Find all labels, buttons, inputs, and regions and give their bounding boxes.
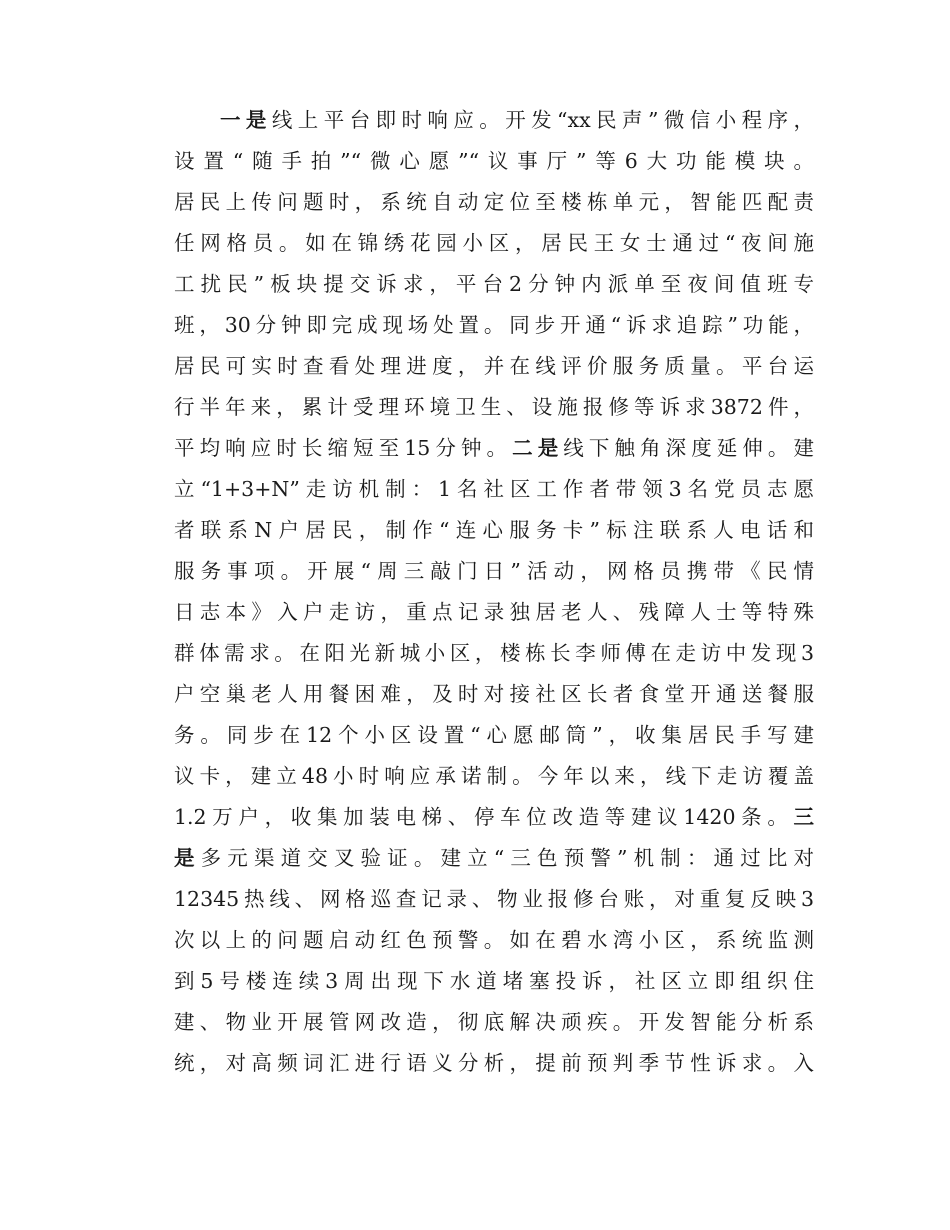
paragraph-line — [174, 100, 814, 141]
paragraph-line — [174, 551, 814, 592]
line-text: 12345热线、网格巡查记录、物业报修台账，对重复反映3 — [174, 887, 814, 911]
paragraph-line — [174, 182, 814, 223]
paragraph-line — [174, 428, 814, 469]
paragraph-line — [174, 1043, 814, 1084]
line-text: 班，30分钟即完成现场处置。同步开通“诉求追踪”功能， — [174, 313, 814, 337]
paragraph-line — [174, 674, 814, 715]
line-text: 居民可实时查看处理进度，并在线评价服务质量。平台运 — [174, 354, 814, 378]
paragraph-line — [174, 305, 814, 346]
line-text: 任网格员。如在锦绣花园小区，居民王女士通过“夜间施 — [174, 231, 814, 255]
paragraph-line — [174, 264, 814, 305]
line-text: 工扰民”板块提交诉求，平台2分钟内派单至夜间值班专 — [174, 272, 814, 296]
line-text: 务。同步在12个小区设置“心愿邮筒”，收集居民手写建 — [174, 723, 814, 747]
paragraph-line — [174, 141, 814, 182]
paragraph-line — [174, 920, 814, 961]
line-text: 多元渠道交叉验证。建立“三色预警”机制：通过比对 — [200, 846, 814, 870]
bold-lead: 一是 — [220, 108, 272, 132]
paragraph-line — [174, 1002, 814, 1043]
bold-lead: 是 — [174, 846, 201, 870]
paragraph-line — [174, 469, 814, 510]
line-text: 立“1+3+N”走访机制：1名社区工作者带领3名党员志愿 — [174, 477, 814, 501]
paragraph-line — [174, 715, 814, 756]
line-text: 居民上传问题时，系统自动定位至楼栋单元，智能匹配责 — [174, 190, 814, 214]
paragraph-line — [174, 387, 814, 428]
paragraph-line — [174, 961, 814, 1002]
paragraph-line — [174, 756, 814, 797]
paragraph-line — [174, 797, 814, 838]
bold-lead: 三 — [793, 805, 814, 829]
line-text: 次以上的问题启动红色预警。如在碧水湾小区，系统监测 — [174, 928, 814, 952]
line-text: 服务事项。开展“周三敲门日”活动，网格员携带《民情 — [174, 559, 814, 583]
line-text: 户空巢老人用餐困难，及时对接社区长者食堂开通送餐服 — [174, 682, 814, 706]
line-text: 者联系N户居民，制作“连心服务卡”标注联系人电话和 — [174, 518, 814, 542]
line-text: 1.2万户，收集加装电梯、停车位改造等建议1420条。 — [174, 805, 794, 829]
line-text: 到5号楼连续3周出现下水道堵塞投诉，社区立即组织住 — [174, 969, 814, 993]
paragraph-line — [174, 879, 814, 920]
bold-lead: 二是 — [512, 436, 564, 460]
line-text: 日志本》入户走访，重点记录独居老人、残障人士等特殊 — [174, 600, 814, 624]
line-text: 设置“随手拍”“微心愿”“议事厅”等6大功能模块。 — [174, 149, 814, 173]
line-text: 行半年来，累计受理环境卫生、设施报修等诉求3872件， — [174, 395, 814, 419]
line-text: 建、物业开展管网改造，彻底解决顽疾。开发智能分析系 — [174, 1010, 814, 1034]
paragraph-line — [174, 346, 814, 387]
paragraph-line — [174, 223, 814, 264]
paragraph-line — [174, 633, 814, 674]
line-text: 线上平台即时响应。开发“xx民声”微信小程序， — [271, 108, 814, 132]
paragraph-line — [174, 510, 814, 551]
paragraph-line — [174, 592, 814, 633]
line-text: 群体需求。在阳光新城小区，楼栋长李师傅在走访中发现3 — [174, 641, 814, 665]
line-text: 平均响应时长缩短至15分钟。 — [174, 436, 513, 460]
paragraph-line — [174, 838, 814, 879]
document-body — [174, 100, 814, 1180]
line-text-tail: 线下触角深度延伸。建 — [563, 436, 814, 460]
line-text: 议卡，建立48小时响应承诺制。今年以来，线下走访覆盖 — [174, 764, 814, 788]
line-text: 统，对高频词汇进行语义分析，提前预判季节性诉求。入 — [174, 1051, 814, 1075]
